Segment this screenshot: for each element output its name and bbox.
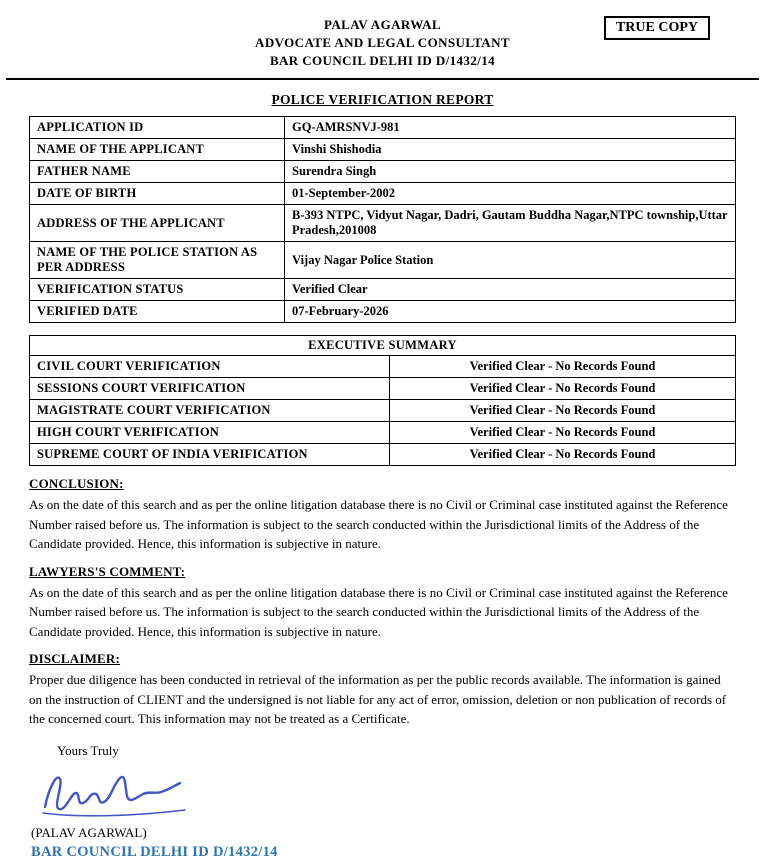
table-row [30,356,736,378]
field-value: 01-September-2002 [285,183,736,205]
field-value: Surendra Singh [285,161,736,183]
field-value: Verified Clear [285,279,736,301]
header-divider [6,78,759,80]
bar-council-id: BAR COUNCIL DELHI ID D/1432/14 [269,53,496,68]
executive-summary-title: EXECUTIVE SUMMARY [30,336,736,356]
table-row [30,139,736,161]
table-row [30,444,736,466]
signature-image [35,765,736,823]
field-value: B-393 NTPC, Vidyut Nagar, Dadri, Gautam Buddha Nagar,NTPC township,Uttar Pradesh,201008 [285,205,736,242]
true-copy-stamp: TRUE COPY [604,16,710,40]
field-label: VERIFICATION STATUS [30,279,285,301]
field-value: Vijay Nagar Police Station [285,242,736,279]
verification-label: SUPREME COURT OF INDIA VERIFICATION [30,444,390,466]
closing-line: Yours Truly [57,742,119,758]
table-row [30,205,736,242]
footer-bar-council-id: BAR COUNCIL DELHI ID D/1432/14 [31,843,278,860]
verification-value: Verified Clear - No Records Found [390,422,736,444]
letterhead [0,12,765,70]
field-value: 07-February-2026 [285,301,736,323]
section-heading: DISCLAIMER: [29,651,121,666]
field-label: DATE OF BIRTH [30,183,285,205]
table-row [30,242,736,279]
section-heading: LAWYERS'S COMMENT: [29,563,186,579]
table-row [30,336,736,356]
field-value: GQ-AMRSNVJ-981 [285,117,736,139]
verification-value: Verified Clear - No Records Found [390,400,736,422]
table-row [30,117,736,139]
advocate-title: ADVOCATE AND LEGAL CONSULTANT [255,35,510,50]
verification-value: Verified Clear - No Records Found [390,378,736,400]
verification-label: HIGH COURT VERIFICATION [30,422,390,444]
signatory-name: (PALAV AGARWAL) [31,824,147,840]
executive-summary-table [29,335,736,466]
signature-ink-icon [35,765,195,823]
verification-value: Verified Clear - No Records Found [390,356,736,378]
report-title: POLICE VERIFICATION REPORT [271,92,494,107]
text-sections [29,476,736,729]
signature-block [29,743,736,861]
table-row [30,400,736,422]
section-heading: CONCLUSION: [29,476,124,491]
advocate-name: PALAV AGARWAL [323,17,442,32]
table-row [30,183,736,205]
field-label: APPLICATION ID [30,117,285,139]
table-row [30,161,736,183]
section-body: As on the date of this search and as per the online litigation database there is no Civil or Criminal case instituted against the Reference Number raised before us. The information is subject to the search conducted within the Jurisdictional limits of the Address of the Candidate provided. Hence, this information is subjective in nature. [29,584,728,639]
field-label: NAME OF THE APPLICANT [30,139,285,161]
table-row [30,279,736,301]
section-body: As on the date of this search and as per the online litigation database there is no Civil or Criminal case instituted against the Reference Number raised before us. The information is subject to the search conducted within the Jurisdictional limits of the Address of the Candidate provided. Hence, this information is subjective in nature. [29,497,728,551]
section-body: Proper due diligence has been conducted in retrieval of the information as per the public records available. The information is gained on the instruction of CLIENT and the undersigned is not liable for any act of error, omission, deletion or non publication of records of the concerned court. This information may not be treated as a Certificate. [29,672,727,726]
conclusion-section [29,476,736,554]
disclaimer-section [29,651,736,729]
table-row [30,301,736,323]
table-row [30,378,736,400]
verification-label: CIVIL COURT VERIFICATION [30,356,390,378]
field-value: Vinshi Shishodia [285,139,736,161]
verification-value: Verified Clear - No Records Found [390,444,736,466]
field-label: VERIFIED DATE [30,301,285,323]
lawyers-comment-section [29,564,736,642]
field-label: FATHER NAME [30,161,285,183]
field-label: NAME OF THE POLICE STATION AS PER ADDRESS [30,242,285,279]
verification-label: MAGISTRATE COURT VERIFICATION [30,400,390,422]
table-row [30,422,736,444]
verification-label: SESSIONS COURT VERIFICATION [30,378,390,400]
applicant-details-table [29,116,736,323]
field-label: ADDRESS OF THE APPLICANT [30,205,285,242]
